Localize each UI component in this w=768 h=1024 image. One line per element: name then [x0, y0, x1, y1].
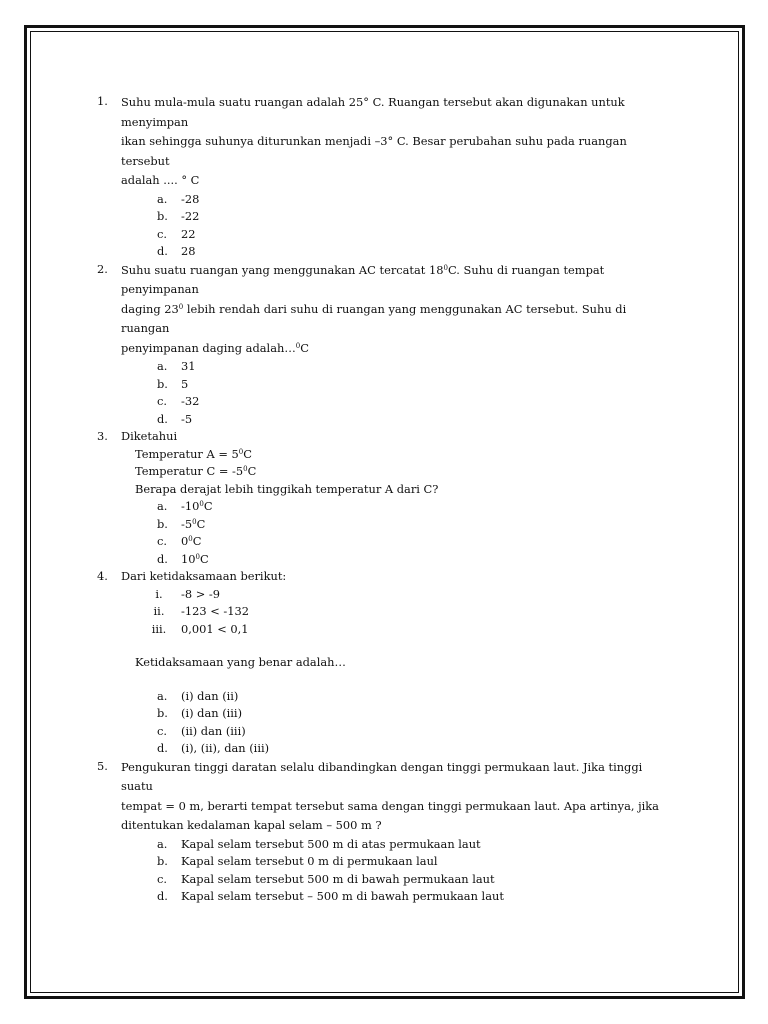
statement-list [121, 586, 677, 639]
question-text [121, 758, 677, 836]
question-number: 2. [97, 261, 108, 276]
statement-item [121, 586, 677, 604]
question-list [97, 93, 677, 906]
option-text: -32 [181, 394, 200, 408]
option-text: (ii) dan (iii) [181, 723, 246, 738]
option-letter: d. [157, 889, 168, 903]
question-intro: Diketahui [121, 429, 178, 443]
statement-text: 0,001 < 0,1 [181, 621, 249, 636]
option-letter: a. [157, 836, 168, 851]
option-text: -28 [181, 191, 200, 206]
question-3 [97, 428, 677, 568]
answer-option [121, 871, 677, 889]
answer-option [121, 243, 677, 261]
option-text: 31 [181, 359, 196, 373]
statement-text: -123 < -132 [181, 604, 249, 618]
statement-number: ii. [153, 604, 165, 618]
question-text [121, 568, 677, 586]
option-letter: d. [157, 551, 168, 566]
question-prompt: Ketidaksamaan yang benar adalah… [135, 655, 346, 669]
answer-option: b. $-5^0C$ [121, 516, 677, 534]
question-1 [97, 93, 677, 261]
question-intro: Dari ketidaksamaan berikut: [121, 569, 287, 583]
option-text: (i) dan (iii) [181, 706, 243, 720]
answer-option [121, 393, 677, 411]
option-letter: a. [157, 688, 168, 703]
answer-options [121, 498, 677, 568]
option-text: -5 [181, 411, 193, 426]
answer-options [121, 836, 677, 906]
answer-option [121, 836, 677, 854]
question-number: 1. [97, 94, 108, 108]
question-line: ditentukan kedalaman kapal selam – 500 m ? [121, 818, 382, 832]
question-number: 5. [97, 758, 108, 773]
answer-option [121, 723, 677, 741]
answer-option: c. $0^0C$ [121, 533, 677, 551]
question-text [121, 261, 677, 359]
answer-options [121, 191, 677, 261]
answer-options [121, 688, 677, 758]
option-letter: a. [157, 499, 168, 513]
option-letter: c. [157, 871, 168, 886]
question-line: Pengukuran tinggi daratan selalu dibandingkan dengan tinggi permukaan laut. Jika tinggi suatu [121, 759, 643, 793]
answer-option: d. $10^0C$ [121, 551, 677, 569]
question-2 [97, 261, 677, 429]
question-number: 3. [97, 429, 108, 443]
statement-number: i. [155, 586, 163, 601]
question-text [121, 93, 677, 191]
option-letter: b. [157, 854, 168, 868]
option-text: Kapal selam tersebut – 500 m di bawah permukaan laut [181, 889, 504, 903]
answer-option [121, 888, 677, 906]
question-text [121, 428, 677, 498]
answer-option [121, 358, 677, 376]
option-text: Kapal selam tersebut 500 m di bawah permukaan laut [181, 871, 495, 886]
option-letter: c. [157, 394, 168, 408]
question-number: 4. [97, 569, 108, 583]
question-line: ikan sehingga suhunya diturunkan menjadi –3° C. Besar perubahan suhu pada ruangan tersebut [121, 134, 627, 168]
answer-option [121, 411, 677, 429]
question-line: penyimpanan daging adalah…$^0$C [121, 340, 309, 355]
question-prompt: Berapa derajat lebih tinggikah temperatur A dari C? [135, 481, 439, 496]
answer-option [121, 376, 677, 394]
option-letter: d. [157, 244, 168, 258]
question-line: Suhu mula-mula suatu ruangan adalah 25° C. Ruangan tersebut akan digunakan untuk menyimpan [121, 95, 625, 129]
option-text: 28 [181, 244, 196, 258]
option-text: 22 [181, 226, 196, 241]
statement-item [121, 621, 677, 639]
answer-option [121, 688, 677, 706]
question-line: daging $23^0$ lebih rendah dari suhu di ruangan yang menggunakan AC tersebut. Suhu di ruangan [121, 301, 627, 335]
answer-option [121, 740, 677, 758]
option-letter: c. [157, 723, 168, 738]
option-letter: c. [157, 534, 168, 548]
option-letter: b. [157, 706, 168, 720]
option-letter: b. [157, 516, 168, 531]
answer-option [121, 208, 677, 226]
spacer [121, 672, 677, 688]
question-5 [97, 758, 677, 906]
option-letter: d. [157, 411, 168, 426]
option-letter: c. [157, 226, 168, 241]
answer-option [121, 226, 677, 244]
spacer [121, 638, 677, 654]
temperature-c: Temperatur $C = -5^0C$ [135, 464, 257, 478]
question-line: tempat = 0 m, berarti tempat tersebut sama dengan tinggi permukaan laut. Apa artinya, jika [121, 798, 659, 813]
option-text: (i), (ii), dan (iii) [181, 741, 270, 755]
option-text: Kapal selam tersebut 500 m di atas permukaan laut [181, 836, 481, 851]
option-letter: d. [157, 741, 168, 755]
statement-text: -8 > -9 [181, 586, 220, 601]
option-letter: a. [157, 191, 168, 206]
answer-options [121, 358, 677, 428]
option-letter: b. [157, 376, 168, 391]
option-text: 5 [181, 376, 189, 391]
question-line: Suhu suatu ruangan yang menggunakan AC tercatat $18^0C$. Suhu di ruangan tempat penyimpanan [121, 262, 605, 296]
option-letter: b. [157, 209, 168, 223]
option-text: -22 [181, 209, 200, 223]
statement-item [121, 603, 677, 621]
question-line: adalah .... ° C [121, 173, 200, 187]
answer-option [121, 853, 677, 871]
answer-option [121, 705, 677, 723]
option-letter: a. [157, 359, 168, 373]
statement-number: iii. [151, 621, 167, 636]
option-text: (i) dan (ii) [181, 688, 239, 703]
answer-option [121, 191, 677, 209]
question-4 [97, 568, 677, 758]
temperature-a: Temperatur $A = 5^0C$ [135, 446, 252, 461]
option-text: Kapal selam tersebut 0 m di permukaan laul [181, 854, 438, 868]
answer-option: a. $-10^0C$ [121, 498, 677, 516]
